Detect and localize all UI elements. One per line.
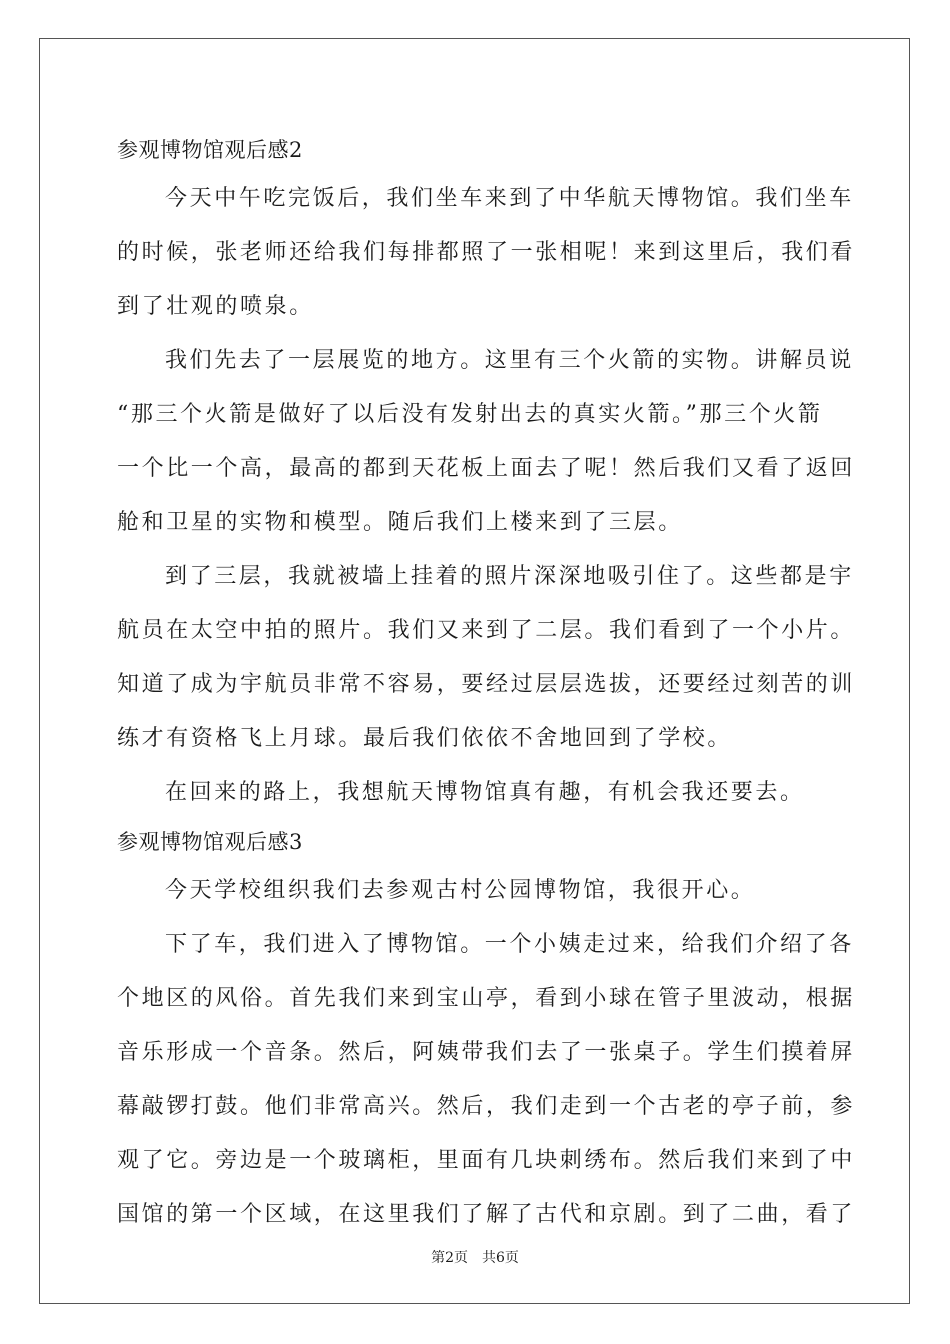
text-line: 个地区的风俗。首先我们来到宝山亭，看到小球在管子里波动，根据 [117, 986, 856, 1011]
section-heading: 参观博物馆观后感3 [117, 830, 303, 854]
document-body [117, 128, 856, 1242]
text-line: 今天中午吃完饭后，我们坐车来到了中华航天博物馆。我们坐车 [165, 186, 854, 211]
paragraph [117, 864, 833, 918]
paragraph [117, 918, 856, 1242]
text-line: 观了它。旁边是一个玻璃柜，里面有几块刺绣布。然后我们来到了中 [117, 1148, 856, 1173]
page-footer: 第2页 共6页 [431, 1250, 519, 1266]
text-line: 一个比一个高，最高的都到天花板上面去了呢！然后我们又看了返回 [117, 456, 856, 481]
text-line: 今天学校组织我们去参观古村公园博物馆，我很开心。 [165, 878, 756, 903]
text-line: 国馆的第一个区域，在这里我们了解了古代和京剧。到了二曲，看了 [117, 1202, 856, 1227]
paragraph [117, 334, 856, 550]
text-line: 幕敲锣打鼓。他们非常高兴。然后，我们走到一个古老的亭子前，参 [117, 1094, 856, 1119]
text-line: 舱和卫星的实物和模型。随后我们上楼来到了三层。 [117, 510, 683, 535]
section-heading: 参观博物馆观后感2 [117, 138, 303, 162]
text-line: 音乐形成一个音条。然后，阿姨带我们去了一张桌子。学生们摸着屏 [117, 1040, 856, 1065]
paragraph [117, 766, 833, 820]
text-line: 航员在太空中拍的照片。我们又来到了二层。我们看到了一个小片。 [117, 618, 856, 643]
paragraph [117, 550, 856, 766]
text-line: 练才有资格飞上月球。最后我们依依不舍地回到了学校。 [117, 726, 733, 751]
text-line: 知道了成为宇航员非常不容易，要经过层层选拔，还要经过刻苦的训 [117, 672, 856, 697]
text-line: 的时候，张老师还给我们每排都照了一张相呢！来到这里后，我们看 [117, 240, 856, 265]
text-line: 在回来的路上，我想航天博物馆真有趣，有机会我还要去。 [165, 780, 805, 805]
text-line: “那三个火箭是做好了以后没有发射出去的真实火箭。”那三个火箭 [117, 402, 823, 427]
text-line: 到了壮观的喷泉。 [117, 294, 314, 319]
paragraph [117, 172, 856, 334]
text-line: 下了车，我们进入了博物馆。一个小姨走过来，给我们介绍了各 [165, 932, 854, 957]
text-line: 到了三层，我就被墙上挂着的照片深深地吸引住了。这些都是宇 [165, 564, 854, 589]
text-line: 我们先去了一层展览的地方。这里有三个火箭的实物。讲解员说 [165, 348, 854, 373]
